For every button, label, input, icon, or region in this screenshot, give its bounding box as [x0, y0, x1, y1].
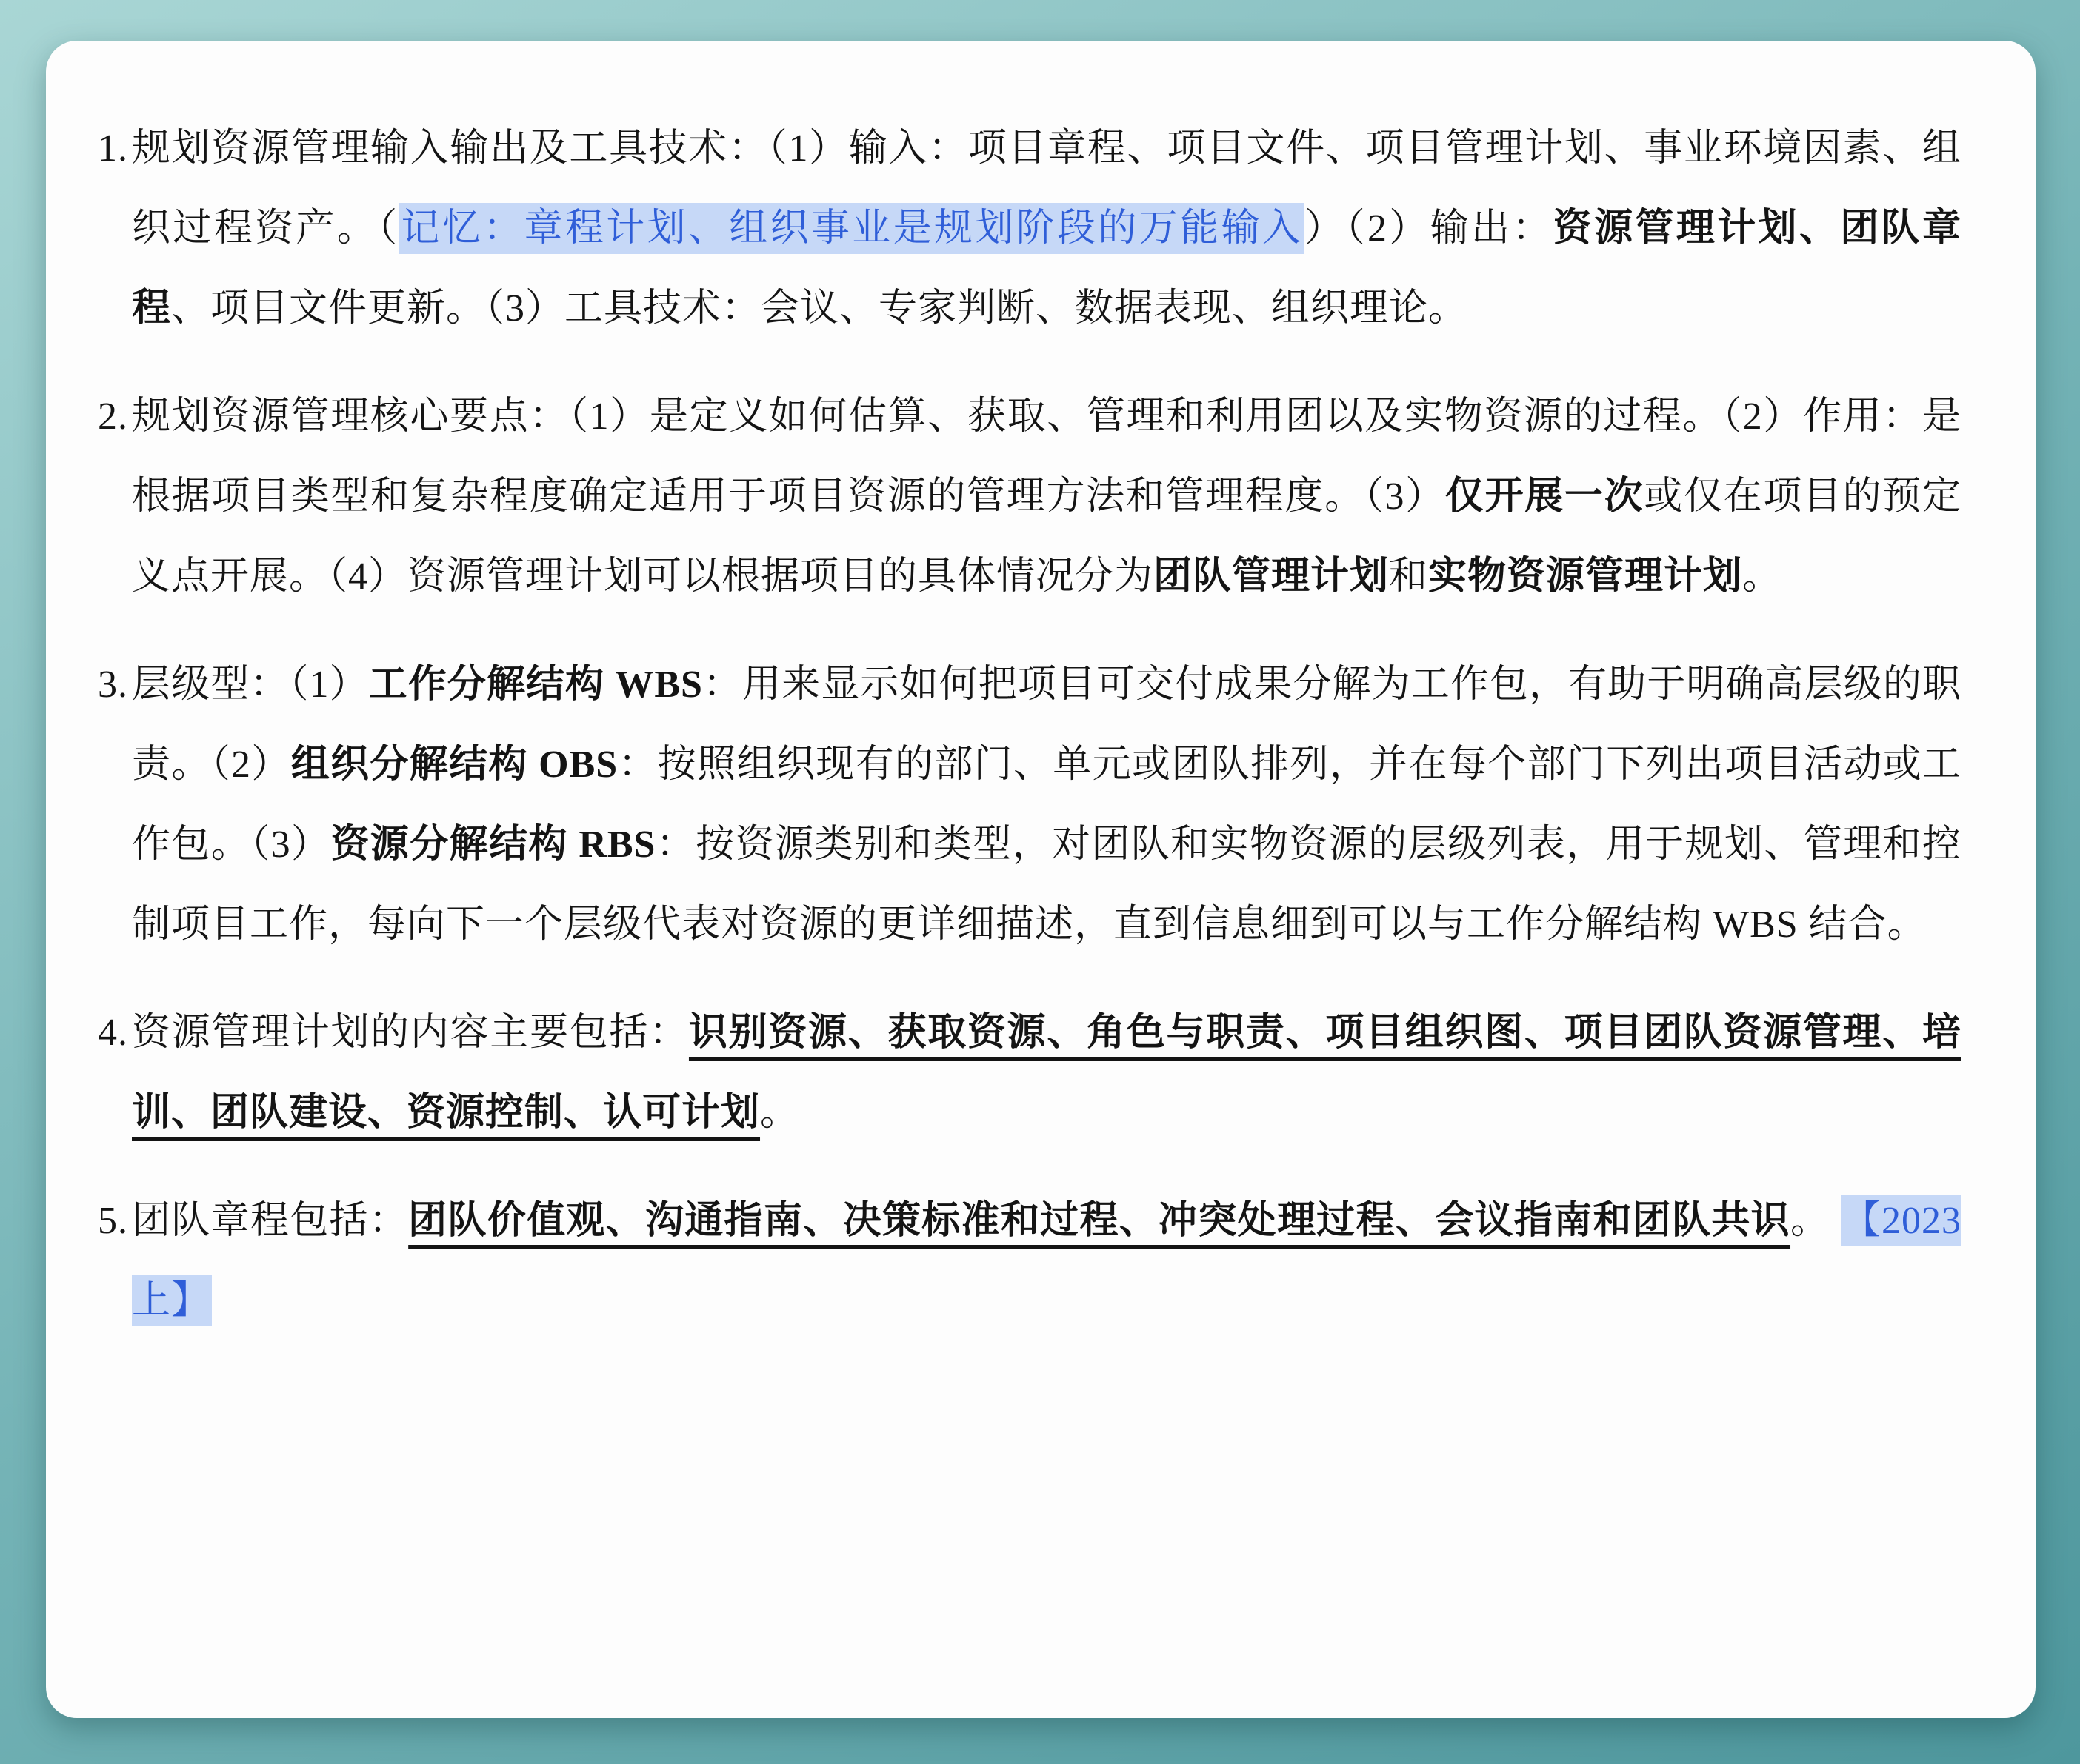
text-segment-normal: ）（2）输出：: [1304, 207, 1553, 250]
list-item: [98, 377, 1961, 617]
text-segment-bold-underline: 团队价值观、沟通指南、决策标准和过程、冲突处理过程、会议指南和团队共识: [408, 1200, 1791, 1242]
text-segment-bold: 仅开展一次: [1444, 475, 1644, 518]
text-segment-bold: 工作分解结构 WBS: [368, 664, 703, 706]
item-text: [132, 645, 1961, 965]
text-segment-normal: 规划资源管理核心要点：（1）是定义如何估算、获取、管理和利用团以及实物资源的过程。（2）作用：是根据项目类型和复杂程度确定适用于项目资源的管理方法和管理程度。（3）: [132, 395, 1961, 518]
text-segment-highlight: 记忆：章程计划、组织事业是规划阶段的万能输入: [399, 203, 1304, 254]
item-text: [132, 109, 1961, 349]
text-segment-normal: ：按照组织现有的部门、单元或团队排列，并在每个部门下列出项目活动或工作包。（3）: [132, 744, 1961, 866]
text-segment-normal: 。: [760, 1092, 800, 1134]
text-segment-bold: 实物资源管理计划: [1428, 555, 1743, 598]
list-item: [98, 1181, 1961, 1341]
text-segment-normal: 。: [1742, 555, 1782, 598]
text-segment-normal: 层级型：（1）: [132, 664, 369, 706]
item-number: 2.: [98, 395, 128, 438]
text-segment-normal: ：按资源类别和类型，对团队和实物资源的层级列表，用于规划、管理和控制项目工作，每向下一个层级代表对资源的更详细描述，直到信息细到可以与工作分解结构 WBS 结合。: [132, 823, 1961, 946]
text-segment-bold: 资源分解结构 RBS: [330, 823, 656, 866]
text-segment-highlight: 【2023 上】: [132, 1195, 1961, 1326]
text-segment-normal: 团队章程包括：: [132, 1200, 409, 1242]
item-number: 5.: [98, 1200, 128, 1242]
item-text: [132, 1181, 1961, 1341]
text-segment-normal: 和: [1389, 555, 1429, 598]
text-segment-normal: ：用来显示如何把项目可交付成果分解为工作包，有助于明确高层级的职责。（2）: [132, 664, 1961, 786]
item-number: 1.: [98, 127, 128, 170]
list-item: [98, 993, 1961, 1153]
notes-card: [46, 41, 2036, 1718]
notes-list: [98, 109, 1961, 1341]
text-segment-normal: 规划资源管理输入输出及工具技术：（1）输入：项目章程、项目文件、项目管理计划、事业环境因素、组织过程资产。（: [132, 127, 1961, 250]
text-segment-normal: 、项目文件更新。（3）工具技术：会议、专家判断、数据表现、组织理论。: [171, 287, 1468, 330]
list-item: [98, 109, 1961, 349]
list-item: [98, 645, 1961, 965]
text-segment-bold: 组织分解结构 OBS: [290, 744, 619, 786]
text-segment-normal: 资源管理计划的内容主要包括：: [132, 1012, 689, 1054]
item-number: 3.: [98, 664, 128, 706]
item-text: [132, 377, 1961, 617]
text-segment-normal: 。: [1790, 1200, 1841, 1242]
text-segment-bold: 团队管理计划: [1153, 555, 1390, 598]
text-segment-bold: 资源管理计划、团队章程: [132, 207, 1961, 330]
text-segment-normal: 或仅在项目的预定义点开展。（4）资源管理计划可以根据项目的具体情况分为: [132, 475, 1961, 598]
text-segment-bold-underline: 识别资源、获取资源、角色与职责、项目组织图、项目团队资源管理、培训、团队建设、资源控制、认可计划: [132, 1012, 1961, 1134]
item-text: [132, 993, 1961, 1153]
item-number: 4.: [98, 1012, 128, 1054]
